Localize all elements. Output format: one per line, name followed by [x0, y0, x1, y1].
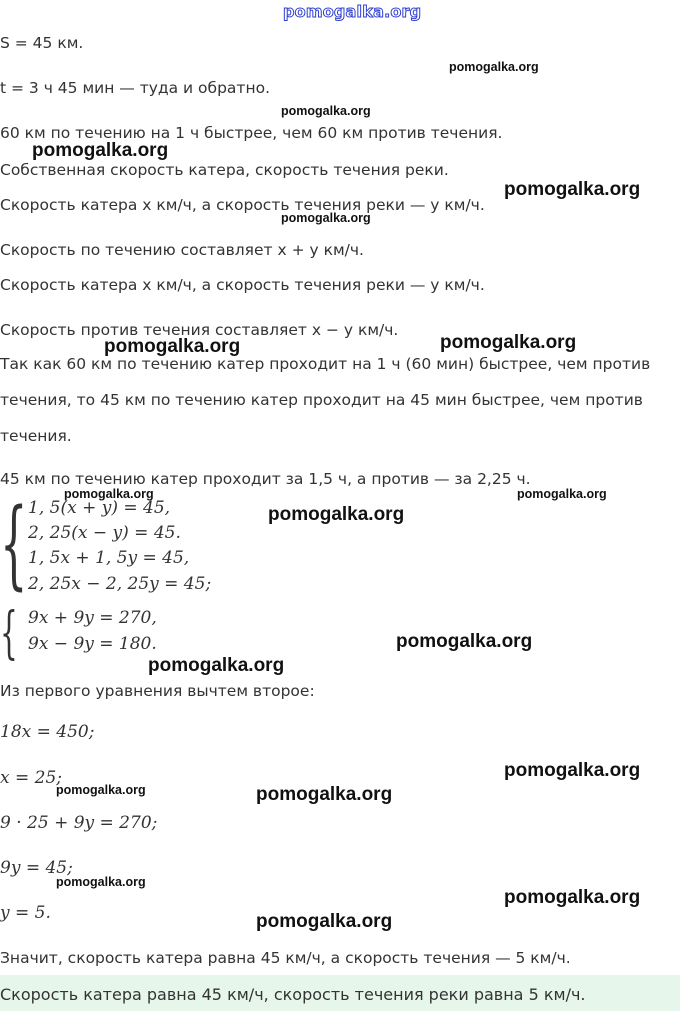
watermark: pomogalka.org: [56, 783, 146, 797]
watermark: pomogalka.org: [396, 631, 533, 652]
system1-eq-2: 2, 25(x − y) = 45.: [28, 523, 181, 543]
system1-eq-1: 1, 5(x + y) = 45,: [28, 498, 171, 518]
conclusion: Значит, скорость катера равна 45 км/ч, а скорость течения — 5 км/ч.: [0, 949, 571, 967]
subtract-statement: Из первого уравнения вычтем второе:: [0, 682, 315, 700]
watermark: pomogalka.org: [504, 760, 641, 781]
system-brace-1: {: [0, 488, 28, 600]
let-statement-1: Скорость катера x км/ч, а скорость течения реки — y км/ч.: [0, 196, 485, 214]
system-brace-2: {: [0, 601, 18, 666]
system2-eq-2: 2, 25x − 2, 25y = 45;: [28, 574, 212, 594]
system2-eq-1: 1, 5x + 1, 5y = 45,: [28, 548, 190, 568]
step-y: y = 5.: [0, 903, 51, 923]
answer-text: Скорость катера равна 45 км/ч, скорость течения реки равна 5 км/ч.: [0, 985, 586, 1004]
given-time: t = 3 ч 45 мин — туда и обратно.: [0, 79, 270, 97]
watermark: pomogalka.org: [504, 179, 641, 200]
step-9y: 9y = 45;: [0, 858, 73, 878]
let-statement-2: Скорость катера x км/ч, а скорость течения реки — y км/ч.: [0, 276, 485, 294]
reasoning-line-2: течения, то 45 км по течению катер проходит на 45 мин быстрее, чем против: [0, 391, 643, 409]
watermark: pomogalka.org: [256, 784, 393, 805]
upstream-speed: Скорость против течения составляет x − y км/ч.: [0, 321, 399, 339]
times-statement: 45 км по течению катер проходит за 1,5 ч, а против — за 2,25 ч.: [0, 470, 531, 488]
step-x: x = 25;: [0, 768, 62, 788]
watermark: pomogalka.org: [281, 211, 371, 225]
site-watermark-top[interactable]: pomogalka.org: [283, 2, 422, 21]
reasoning-line-1: Так как 60 км по течению катер проходит на 1 ч (60 мин) быстрее, чем против: [0, 355, 651, 373]
system3-eq-1: 9x + 9y = 270,: [28, 608, 157, 628]
given-distance: S = 45 км.: [0, 34, 84, 52]
watermark: pomogalka.org: [32, 140, 169, 161]
watermark: pomogalka.org: [56, 875, 146, 889]
watermark: pomogalka.org: [64, 487, 154, 501]
watermark: pomogalka.org: [104, 336, 241, 357]
find-statement: Собственная скорость катера, скорость течения реки.: [0, 161, 449, 179]
step-18x: 18x = 450;: [0, 722, 95, 742]
watermark: pomogalka.org: [449, 60, 539, 74]
watermark: pomogalka.org: [268, 504, 405, 525]
watermark: pomogalka.org: [256, 911, 393, 932]
watermark: pomogalka.org: [281, 104, 371, 118]
given-condition: 60 км по течению на 1 ч быстрее, чем 60 км против течения.: [0, 124, 503, 142]
watermark: pomogalka.org: [504, 887, 641, 908]
watermark: pomogalka.org: [440, 332, 577, 353]
system3-eq-2: 9x − 9y = 180.: [28, 634, 157, 654]
downstream-speed: Скорость по течению составляет x + y км/ч.: [0, 241, 364, 259]
reasoning-line-3: течения.: [0, 427, 72, 445]
watermark: pomogalka.org: [148, 655, 285, 676]
step-substitute: 9 · 25 + 9y = 270;: [0, 813, 158, 833]
watermark: pomogalka.org: [517, 487, 607, 501]
